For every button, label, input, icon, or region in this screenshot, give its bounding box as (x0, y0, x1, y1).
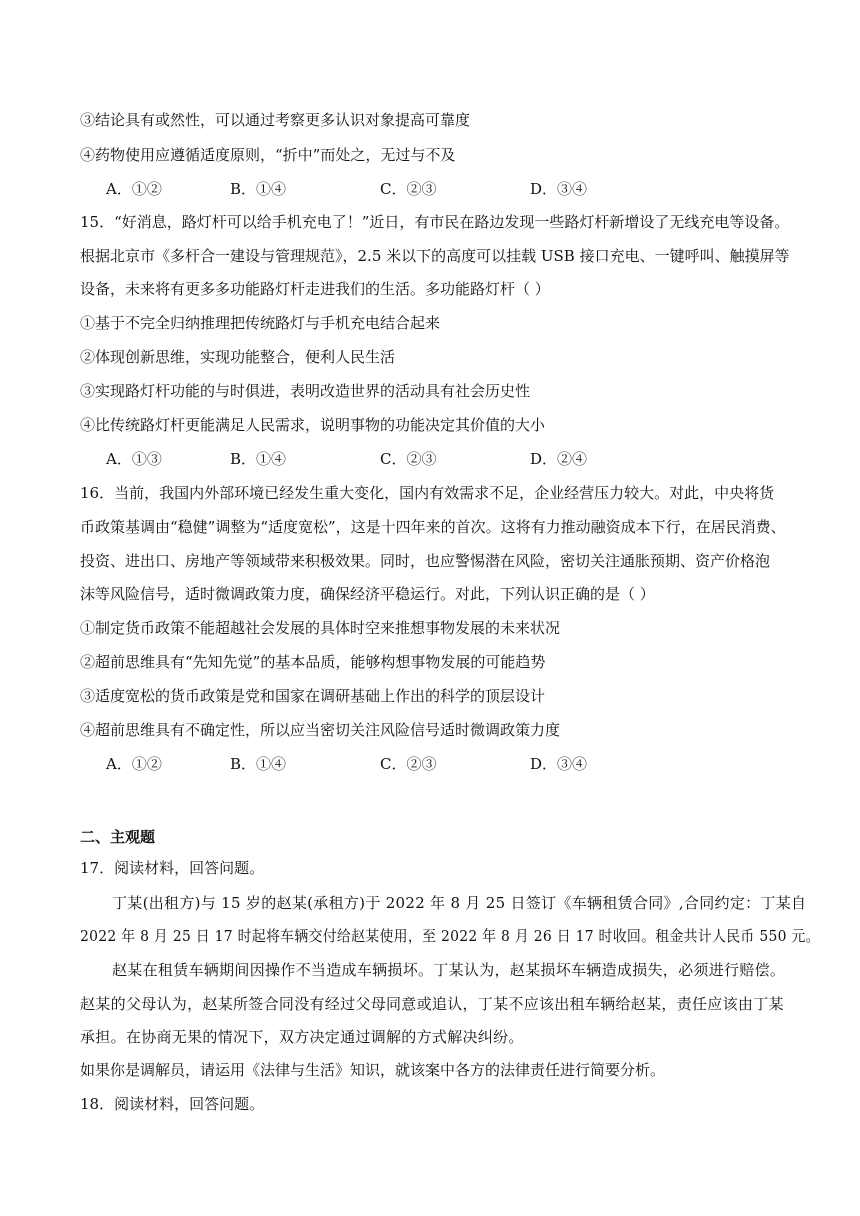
q15-options (106, 449, 746, 469)
q15-item-3: ③实现路灯杆功能的与时俱进，表明改造世界的活动具有社会历史性 (80, 382, 531, 400)
q16-item-4: ④超前思维具有不确定性，所以应当密切关注风险信号适时微调政策力度 (80, 721, 561, 739)
q17-question: 如果你是调解员，请运用《法律与生活》知识，就该案中各方的法律责任进行简要分析。 (80, 1061, 666, 1079)
q18-prompt: 18．阅读材料，回答问题。 (80, 1095, 265, 1113)
q14-option-a[interactable]: A．①② (106, 180, 162, 198)
q17-material-para1-line2: 2022 年 8 月 25 日 17 时起将车辆交付给赵某使用，至 2022 年 8 月 26 日 17 时收回。租金共计人民币 550 元。 (80, 927, 820, 945)
q14-option-c[interactable]: C．②③ (380, 180, 437, 198)
q16-option-d[interactable]: D．③④ (530, 755, 588, 773)
q16-options (106, 754, 746, 774)
q16-option-a[interactable]: A．①② (106, 755, 162, 773)
q15-stem-line-2: 根据北京市《多杆合一建设与管理规范》，2.5 米以下的高度可以挂载 USB 接口充电、一键呼叫、触摸屏等 (80, 247, 790, 265)
q14-option-b[interactable]: B．①④ (230, 180, 287, 198)
q15-stem-line-3: 设备，未来将有更多多功能路灯杆走进我们的生活。多功能路灯杆（ ） (80, 280, 550, 298)
q16-item-1: ①制定货币政策不能超越社会发展的具体时空来推想事物发展的未来状况 (80, 619, 561, 637)
q17-material-para1-line1: 丁某(出租方)与 15 岁的赵某(承租方)于 2022 年 8 月 25 日签订《车辆租赁合同》,合同约定：丁某自 (112, 894, 807, 912)
q16-stem-line-2: 币政策基调由“稳健”调整为“适度宽松”，这是十四年来的首次。这将有力推动融资成本下行，在居民消费、 (80, 518, 786, 536)
q14-item-4: ④药物使用应遵循适度原则，“折中”而处之，无过与不及 (80, 146, 456, 164)
q15-option-c[interactable]: C．②③ (380, 450, 437, 468)
q16-option-c[interactable]: C．②③ (380, 755, 437, 773)
q14-options (106, 179, 746, 199)
q16-stem-line-3: 投资、进出口、房地产等领域带来积极效果。同时，也应警惕潜在风险，密切关注通胀预期、资产价格泡 (80, 552, 771, 570)
q16-stem-line-4: 沫等风险信号，适时微调政策力度，确保经济平稳运行。对此，下列认识正确的是（ ） (80, 585, 655, 603)
q14-option-d[interactable]: D．③④ (530, 180, 588, 198)
q15-stem-line-1: 15．“好消息，路灯杆可以给手机充电了！”近日，有市民在路边发现一些路灯杆新增设了无线充电等设备。 (80, 213, 790, 231)
q17-material-para2-line1: 赵某在租赁车辆期间因操作不当造成车辆损坏。丁某认为，赵某损坏车辆造成损失，必须进行赔偿。 (112, 961, 786, 979)
q15-option-b[interactable]: B．①④ (230, 450, 287, 468)
section-heading: 二、主观题 (80, 828, 156, 846)
q16-item-3: ③适度宽松的货币政策是党和国家在调研基础上作出的科学的顶层设计 (80, 687, 546, 705)
q17-material-para2-line3: 承担。在协商无果的情况下，双方决定通过调解的方式解决纠纷。 (80, 1028, 524, 1046)
q15-item-1: ①基于不完全归纳推理把传统路灯与手机充电结合起来 (80, 314, 441, 332)
q15-item-4: ④比传统路灯杆更能满足人民需求，说明事物的功能决定其价值的大小 (80, 416, 546, 434)
q16-item-2: ②超前思维具有“先知先觉”的基本品质，能够构想事物发展的可能趋势 (80, 653, 546, 671)
q15-item-2: ②体现创新思维，实现功能整合，便利人民生活 (80, 348, 396, 366)
q17-prompt: 17．阅读材料，回答问题。 (80, 859, 265, 877)
q16-option-b[interactable]: B．①④ (230, 755, 287, 773)
q15-option-a[interactable]: A．①③ (106, 450, 162, 468)
q15-option-d[interactable]: D．②④ (530, 450, 588, 468)
q16-stem-line-1: 16．当前，我国内外部环境已经发生重大变化，国内有效需求不足，企业经营压力较大。对此，中央将货 (80, 484, 775, 502)
q14-item-3: ③结论具有或然性，可以通过考察更多认识对象提高可靠度 (80, 111, 471, 129)
q17-material-para2-line2: 赵某的父母认为，赵某所签合同没有经过父母同意或追认，丁某不应该出租车辆给赵某，责任应该由丁某 (80, 995, 784, 1013)
